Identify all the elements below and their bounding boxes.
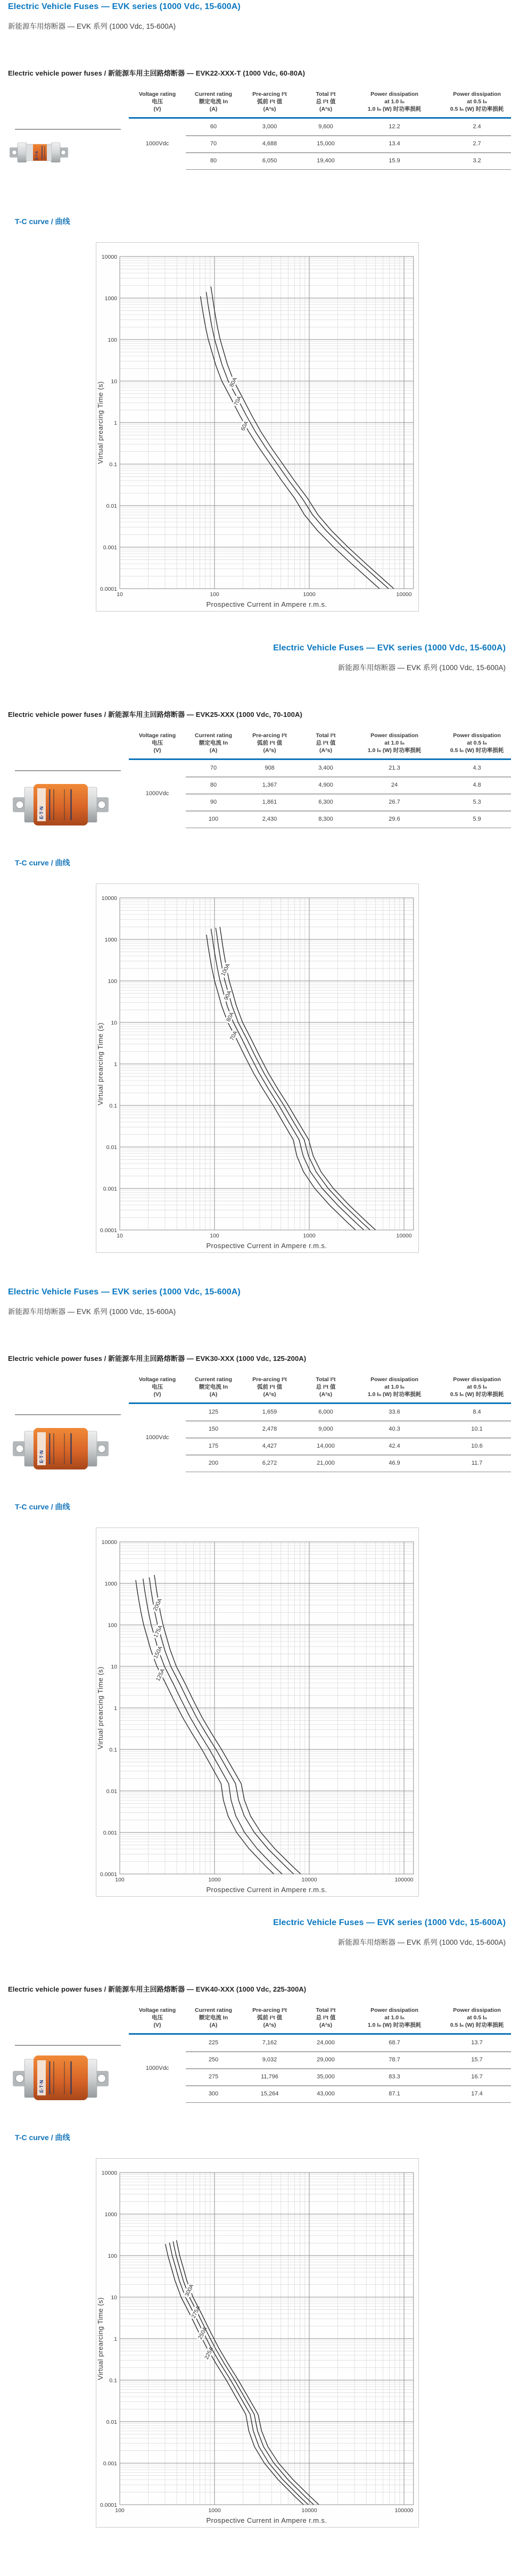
tc-curve-90A [216,928,370,1230]
table-cell: 21.3 [389,765,400,772]
tc-chart-frame [96,2158,419,2528]
fuse-hole-right [61,150,66,155]
table-cell: 8,300 [298,811,353,828]
fuse-print-line [64,2061,65,2094]
divider [15,2045,121,2046]
divider [15,770,121,771]
page-subtitle: 新能源车用熔断器 — EVK 系列 (1000 Vdc, 15-600A) [337,1938,506,1946]
table-cell: 9,600 [318,123,333,130]
table-row [129,1403,511,1421]
page-title: Electric Vehicle Fuses — EVK series (1000 Vdc, 15-600A) [8,2,241,11]
column-header: Power dissipation at 1.0 Iₙ 1.0 Iₙ (W) 时功率损耗 [353,1376,435,1403]
tc-curve-label: T-C curve / 曲线 [15,217,70,226]
product-header: Electric vehicle power fuses / 新能源车用主回路熔断器 — EVK25-XXX (1000 Vdc, 70-100A) [8,711,302,719]
table-cell: 6,000 [318,1409,333,1416]
y-tick-label: 0.01 [106,1144,117,1151]
y-tick-label: 10 [111,2294,117,2301]
table-row [129,2034,511,2051]
tc-curve-label: T-C curve / 曲线 [15,1502,70,1511]
y-tick-label: 1 [114,419,117,426]
table-cell: 14,000 [298,1438,353,1455]
y-tick-label: 1000 [104,1580,117,1587]
table-row [129,2085,511,2102]
fuse-print-line [49,2061,51,2094]
table-cell: 7,162 [262,2040,277,2046]
y-tick-label: 0.1 [109,1102,117,1109]
x-tick-label: 100000 [394,1877,414,1883]
x-tick-label: 100 [210,1233,219,1239]
divider [15,129,121,130]
fuse-hole-right [98,1445,105,1452]
fuse-print-line [44,146,45,159]
curve-label: 125A [154,1667,167,1682]
table-cell: 68.7 [389,2040,400,2046]
table-cell: 225 [208,2040,219,2046]
column-header: Pre-arcing I²t 弧前 I²t 值 (A²s) [241,2007,298,2034]
curve-label: 225A [203,2346,215,2360]
tc-curve-60A [201,296,380,589]
spec-table [129,732,511,828]
table-cell: 150 [186,1421,241,1438]
table-cell: 4.3 [473,765,481,772]
tc-curve-250A [169,2243,308,2505]
table-cell: 100 [186,811,241,828]
y-tick-label: 0.001 [103,1829,117,1836]
curve-label: 200A [152,1597,163,1612]
table-cell: 80 [186,777,241,794]
column-header: Power dissipation at 0.5 Iₙ 0.5 Iₙ (W) 时功率损耗 [435,2007,511,2034]
divider [15,1414,121,1415]
table-row [129,2068,511,2085]
x-axis-title: Prospective Current in Ampere r.m.s. [206,1242,327,1250]
y-tick-label: 1 [114,1061,117,1068]
y-tick-label: 10 [111,1019,117,1026]
table-cell: 15,000 [298,135,353,152]
fuse-large-image [13,2050,109,2106]
table-cell: 11.7 [435,1455,511,1472]
fuse-print-line [53,1433,54,1464]
fuse-print-line [53,789,54,820]
tc-chart [96,1528,418,1896]
table-cell: 6,050 [241,152,298,169]
table-cell: 19,400 [298,152,353,169]
y-tick-label: 0.001 [103,2460,117,2467]
curve-label: 60A [240,420,250,432]
fuse-large-image [13,778,109,831]
column-header: Current rating 额定电流 In (A) [186,732,241,759]
fuse-cap-left [18,143,27,162]
column-header: Power dissipation at 1.0 Iₙ 1.0 Iₙ (W) 时功率损耗 [353,732,435,759]
curve-label: 70A [233,395,243,407]
y-tick-label: 10 [111,378,117,385]
column-header: Power dissipation at 0.5 Iₙ 0.5 Iₙ (W) 时功率损耗 [435,90,511,118]
product-header: Electric vehicle power fuses / 新能源车用主回路熔断器 — EVK30-XXX (1000 Vdc, 125-200A) [8,1355,307,1363]
table-cell: 200 [186,1455,241,1472]
section-evk30 [0,1285,511,1927]
spec-table [129,1376,511,1472]
fuse-print-line [53,2061,54,2094]
y-tick-label: 0.0001 [100,1871,117,1878]
table-row [129,794,511,811]
y-axis-title: Virtual prearcing Time (s) [96,1666,104,1749]
fuse-hole-left [16,2075,24,2083]
fuse-print-line [64,1433,65,1464]
y-tick-label: 100 [108,336,117,343]
fuse-print-line [42,146,43,159]
y-tick-label: 0.0001 [100,1227,117,1234]
table-row [129,811,511,828]
column-header: Current rating 额定电流 In (A) [186,90,241,118]
fuse-cap-right [51,143,60,162]
spec-table [129,90,511,170]
page-subtitle: 新能源车用熔断器 — EVK 系列 (1000 Vdc, 15-600A) [8,1308,176,1316]
table-cell: 24 [353,777,435,794]
tc-chart [96,243,418,611]
y-tick-label: 0.001 [103,1185,117,1192]
column-header: Total I²t 总 I²t 值 (A²s) [298,732,353,759]
table-row [129,2051,511,2068]
y-tick-label: 1000 [104,295,117,302]
fuse-print-line [64,789,65,820]
y-tick-label: 10000 [101,895,117,902]
section-evk25 [0,641,511,1283]
table-cell: 6,272 [241,1455,298,1472]
column-header: Voltage rating 电压 (V) [129,90,186,118]
x-tick-label: 10000 [396,591,412,598]
x-tick-label: 10 [117,591,123,598]
table-cell: 10.1 [435,1421,511,1438]
column-header: Current rating 额定电流 In (A) [186,1376,241,1403]
section-evk22 [0,0,511,641]
x-tick-label: 1000 [303,591,316,598]
table-cell: 29.6 [353,811,435,828]
column-header: Power dissipation at 0.5 Iₙ 0.5 Iₙ (W) 时功率损耗 [435,1376,511,1403]
x-tick-label: 10000 [301,1877,317,1883]
curve-label: 100A [220,962,232,977]
column-header: Current rating 额定电流 In (A) [186,2007,241,2034]
x-axis-title: Prospective Current in Ampere r.m.s. [206,600,327,608]
y-tick-label: 0.0001 [100,585,117,592]
table-cell: 15,264 [241,2085,298,2102]
table-cell: 17.4 [435,2085,511,2102]
voltage-rating-cell: 1000Vdc [145,1434,169,1441]
table-cell: 3.2 [435,152,511,169]
table-cell: 4,427 [241,1438,298,1455]
table-cell: 35,000 [298,2068,353,2085]
y-tick-label: 10 [111,1663,117,1670]
x-axis-title: Prospective Current in Ampere r.m.s. [206,2516,327,2524]
x-tick-label: 100 [210,591,219,598]
y-tick-label: 0.1 [109,2377,117,2384]
y-tick-label: 100 [108,2252,117,2259]
table-cell: 1,861 [241,794,298,811]
page-title: Electric Vehicle Fuses — EVK series (1000 Vdc, 15-600A) [273,643,506,653]
tc-curve-label: T-C curve / 曲线 [15,2133,70,2142]
column-header: Voltage rating 电压 (V) [129,1376,186,1403]
fuse-photo [13,1422,109,1475]
y-tick-label: 0.001 [103,544,117,551]
x-tick-label: 10 [117,1233,123,1239]
table-cell: 60 [210,123,217,130]
curve-label: 300A [184,2283,195,2298]
column-header: Total I²t 总 I²t 值 (A²s) [298,90,353,118]
voltage-rating-cell: 1000Vdc [145,790,169,797]
y-tick-label: 100 [108,978,117,985]
fuse-print-line [70,1433,72,1464]
curve-label: 80A [225,1011,235,1023]
curve-label: 80A [228,376,238,389]
y-tick-label: 100 [108,1622,117,1629]
table-cell: 3,400 [318,765,333,772]
column-header: Total I²t 总 I²t 值 (A²s) [298,2007,353,2034]
fuse-hole-left [16,1445,23,1452]
fuse-photo [13,2050,109,2106]
fuse-print-line [49,1433,51,1464]
x-axis-title: Prospective Current in Ampere r.m.s. [206,1886,327,1894]
column-header: Voltage rating 电压 (V) [129,2007,186,2034]
table-cell: 90 [186,794,241,811]
x-tick-label: 100000 [394,2507,414,2514]
table-cell: 15.7 [435,2051,511,2068]
fuse-photo [13,778,109,831]
table-cell: 275 [186,2068,241,2085]
tc-curve-150A [143,1579,282,1874]
x-tick-label: 1000 [208,1877,221,1883]
table-cell: 1,659 [262,1409,277,1416]
fuse-hole-right [98,2075,106,2083]
column-header: Pre-arcing I²t 弧前 I²t 值 (A²s) [241,1376,298,1403]
table-cell: 83.3 [353,2068,435,2085]
spec-table [129,2007,511,2103]
table-cell: 300 [186,2085,241,2102]
tc-curve-175A [149,1578,293,1874]
column-header: Voltage rating 电压 (V) [129,732,186,759]
fuse-photo [10,141,68,164]
tc-chart-frame [96,884,419,1253]
table-cell: 5.3 [435,794,511,811]
page-title: Electric Vehicle Fuses — EVK series (1000 Vdc, 15-600A) [273,1918,506,1927]
fuse-print-line [70,2061,72,2094]
chart-root [96,254,414,608]
table-cell: 33.6 [389,1409,400,1416]
voltage-rating-cell: 1000Vdc [145,141,169,147]
table-cell: 2.7 [435,135,511,152]
fuse-brand-text: E·T·N [39,2080,44,2093]
fuse-large-image [13,1422,109,1475]
column-header: Pre-arcing I²t 弧前 I²t 值 (A²s) [241,90,298,118]
page-subtitle: 新能源车用熔断器 — EVK 系列 (1000 Vdc, 15-600A) [337,664,506,672]
table-cell: 42.4 [353,1438,435,1455]
y-tick-label: 0.01 [106,502,117,509]
table-cell: 29,000 [298,2051,353,2068]
table-cell: 250 [186,2051,241,2068]
table-cell: 908 [265,765,275,772]
table-cell: 16.7 [435,2068,511,2085]
fuse-hole-right [98,801,105,808]
y-tick-label: 0.0001 [100,2501,117,2508]
y-tick-label: 1000 [104,936,117,943]
table-cell: 80 [186,152,241,169]
table-cell: 10.6 [435,1438,511,1455]
column-header: Total I²t 总 I²t 值 (A²s) [298,1376,353,1403]
curve-label: 175A [152,1624,164,1639]
curve-label: 90A [222,989,233,1002]
fuse-print-line [70,789,72,820]
column-header: Pre-arcing I²t 弧前 I²t 值 (A²s) [241,732,298,759]
y-tick-label: 1 [114,1705,117,1712]
table-cell: 1,367 [241,777,298,794]
fuse-hole-left [12,150,17,155]
x-tick-label: 100 [115,2507,125,2514]
table-cell: 9,000 [298,1421,353,1438]
y-axis-title: Virtual prearcing Time (s) [96,1022,104,1105]
curve-label: 70A [228,1029,239,1042]
table-row [129,1455,511,1472]
tc-curve-70A [206,292,389,589]
table-cell: 46.9 [353,1455,435,1472]
table-cell: 26.7 [353,794,435,811]
table-cell: 2,430 [241,811,298,828]
table-cell: 13.7 [471,2040,483,2046]
section-evk40 [0,1916,511,2557]
y-axis-title: Virtual prearcing Time (s) [96,381,104,464]
voltage-rating-cell: 1000Vdc [145,2065,169,2072]
product-header: Electric vehicle power fuses / 新能源车用主回路熔断器 — EVK40-XXX (1000 Vdc, 225-300A) [8,1985,307,1993]
table-cell: 5.9 [435,811,511,828]
y-tick-label: 10000 [101,1539,117,1546]
table-row [129,152,511,169]
x-tick-label: 1000 [208,2507,221,2514]
table-cell: 13.4 [353,135,435,152]
table-cell: 78.7 [353,2051,435,2068]
fuse-brand-text: E·T·N [39,806,44,819]
table-cell: 3,000 [262,123,277,130]
fuse-brand-text: E·T·N [36,151,39,160]
chart-root [96,1539,414,1894]
x-tick-label: 100 [115,1877,125,1883]
curve-label: 275A [190,2305,202,2319]
table-cell: 6,300 [298,794,353,811]
product-header: Electric vehicle power fuses / 新能源车用主回路熔断器 — EVK22-XXX-T (1000 Vdc, 60-80A) [8,69,305,77]
table-cell: 40.3 [353,1421,435,1438]
table-cell: 15.9 [353,152,435,169]
table-row [129,1438,511,1455]
table-cell: 9,032 [241,2051,298,2068]
table-cell: 4.8 [435,777,511,794]
fuse-hole-left [16,801,23,808]
table-cell: 70 [186,135,241,152]
table-cell: 2.4 [473,123,481,130]
table-cell: 4,900 [298,777,353,794]
table-cell: 24,000 [317,2040,335,2046]
y-tick-label: 0.01 [106,1788,117,1795]
table-cell: 8.4 [473,1409,481,1416]
y-axis-title: Virtual prearcing Time (s) [96,2297,104,2380]
y-tick-label: 1 [114,2335,117,2342]
y-tick-label: 10000 [101,2169,117,2176]
fuse-brand-text: E·T·N [39,1450,44,1463]
table-row [129,1421,511,1438]
table-cell: 43,000 [298,2085,353,2102]
table-row [129,759,511,777]
column-header: Power dissipation at 0.5 Iₙ 0.5 Iₙ (W) 时功率损耗 [435,732,511,759]
y-tick-label: 10000 [101,253,117,260]
page-title: Electric Vehicle Fuses — EVK series (1000 Vdc, 15-600A) [8,1287,241,1297]
table-cell: 87.1 [353,2085,435,2102]
curve-label: 150A [152,1645,164,1660]
tc-curve-100A [220,927,375,1231]
fuse-print-line [49,789,51,820]
tc-chart [96,2159,418,2527]
page-subtitle: 新能源车用熔断器 — EVK 系列 (1000 Vdc, 15-600A) [8,22,176,30]
tc-chart [96,884,418,1252]
y-tick-label: 0.1 [109,1746,117,1753]
x-tick-label: 10000 [396,1233,412,1239]
table-row [129,135,511,152]
table-cell: 2,478 [241,1421,298,1438]
column-header: Power dissipation at 1.0 Iₙ 1.0 Iₙ (W) 时功率损耗 [353,90,435,118]
table-cell: 175 [186,1438,241,1455]
column-header: Power dissipation at 1.0 Iₙ 1.0 Iₙ (W) 时功率损耗 [353,2007,435,2034]
y-tick-label: 0.1 [109,461,117,468]
x-tick-label: 10000 [301,2507,317,2514]
table-cell: 4,688 [241,135,298,152]
table-row [129,777,511,794]
curve-label: 250A [196,2326,209,2341]
table-cell: 11,796 [241,2068,298,2085]
x-tick-label: 1000 [303,1233,316,1239]
chart-root [96,2170,414,2524]
table-row [129,118,511,135]
y-tick-label: 1000 [104,2211,117,2218]
tc-curve-label: T-C curve / 曲线 [15,858,70,867]
table-cell: 70 [210,765,217,772]
fuse-small-image [10,141,68,164]
table-cell: 12.2 [389,123,400,130]
tc-curve-80A [211,929,364,1230]
tc-chart-frame [96,242,419,612]
table-cell: 21,000 [298,1455,353,1472]
chart-root [96,895,414,1250]
tc-chart-frame [96,1528,419,1897]
y-tick-label: 0.01 [106,2418,117,2425]
table-cell: 125 [208,1409,219,1416]
